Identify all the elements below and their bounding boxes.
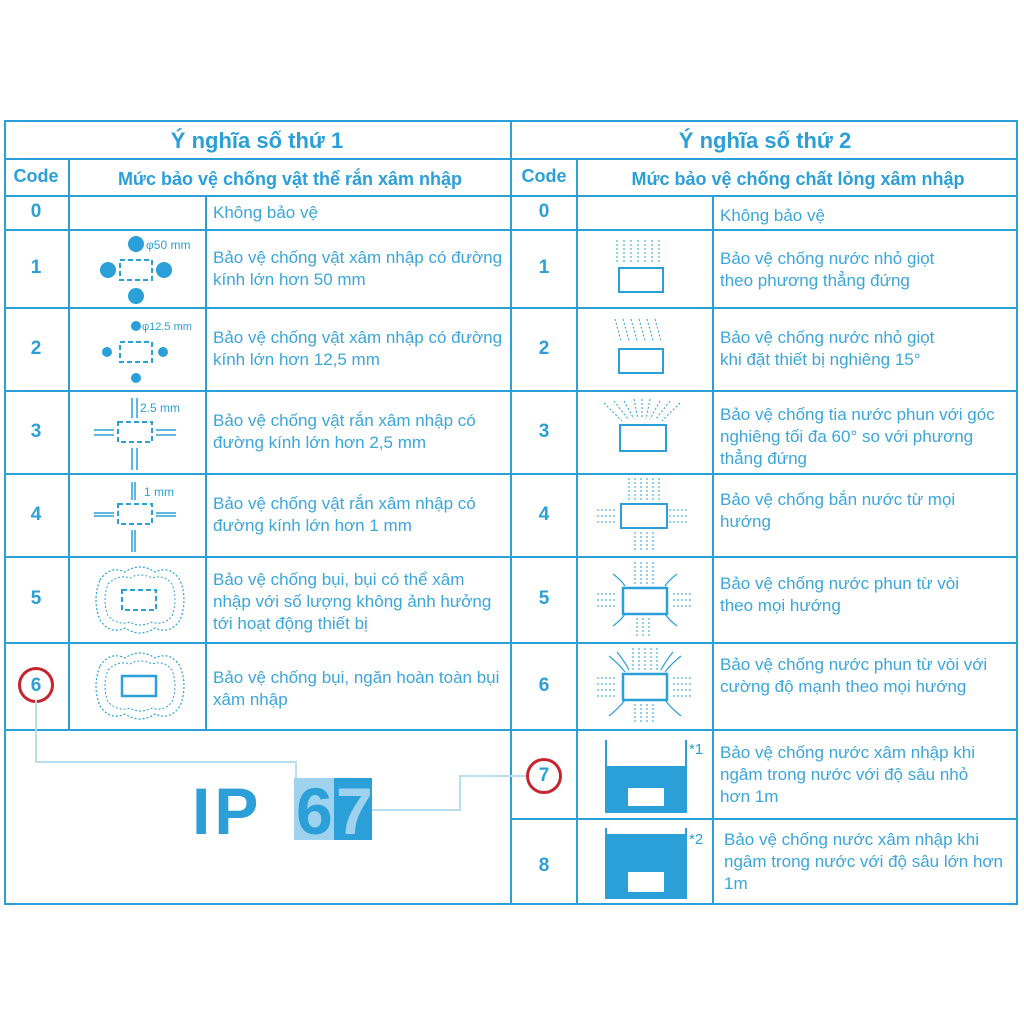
left-code-1: 1 — [30, 257, 42, 278]
divider — [576, 729, 578, 905]
wire-1mm-icon — [80, 478, 204, 556]
label-50mm: φ50 mm — [146, 238, 191, 252]
ip67-logo — [190, 778, 380, 844]
left-desc-4: Bảo vệ chống vật rắn xâm nhập có đường kính lớn hơn 1 mm — [213, 494, 476, 535]
right-desc-7: Bảo vệ chống nước xâm nhập khi ngâm trong nước với độ sâu nhỏ hơn 1m — [720, 743, 976, 806]
solid-50mm-icon — [80, 232, 204, 304]
right-desc-3: Bảo vệ chống tia nước phun với góc nghiêng tối đa 60° so với phương thẳng đứng — [720, 405, 995, 468]
left-desc-header: Mức bảo vệ chống vật thể rắn xâm nhập — [117, 169, 463, 189]
dust-protected-icon — [90, 560, 190, 640]
left-code-5: 5 — [30, 588, 42, 609]
right-desc-4: Bảo vệ chống bắn nước từ mọi hướng — [720, 490, 956, 531]
label-12-5mm: φ12.5 mm — [142, 321, 192, 333]
immersion-shallow-icon — [600, 738, 710, 816]
right-code-2: 2 — [538, 338, 550, 359]
right-code-3: 3 — [538, 421, 550, 442]
ip-digit-2: 7 — [336, 778, 373, 844]
left-code-header: Code — [13, 166, 59, 186]
divider — [712, 195, 714, 905]
solid-12-5mm-icon — [80, 312, 204, 388]
right-code-8: 8 — [538, 855, 550, 876]
left-desc-1: Bảo vệ chống vật xâm nhập có đường kính lớn hơn 50 mm — [213, 248, 503, 289]
right-desc-2: Bảo vệ chống nước nhỏ giọt khi đặt thiết bị nghiêng 15° — [720, 328, 935, 369]
splash-all-directions-icon — [595, 476, 691, 554]
right-code-4: 4 — [538, 504, 550, 525]
vertical-drip-icon — [605, 236, 675, 298]
right-code-0: 0 — [538, 201, 550, 222]
divider — [68, 158, 70, 730]
right-desc-6: Bảo vệ chống nước phun từ vòi với cường độ mạnh theo mọi hướng — [720, 655, 988, 696]
right-code-6: 6 — [538, 675, 550, 696]
right-title: Ý nghĩa số thứ 2 — [678, 128, 852, 153]
right-code-5: 5 — [538, 588, 550, 609]
left-desc-3: Bảo vệ chống vật rắn xâm nhập có đường kính lớn hơn 2,5 mm — [213, 411, 476, 452]
right-desc-0: Không bảo vệ — [720, 206, 825, 225]
right-code-7: 7 — [538, 765, 550, 786]
left-code-4: 4 — [30, 504, 42, 525]
left-code-6: 6 — [30, 675, 42, 696]
jet-all-directions-icon — [595, 560, 695, 640]
left-desc-5: Bảo vệ chống bụi, bụi có thể xâm nhập với số lượng không ảnh hưởng tới hoạt động thiết bị — [213, 570, 492, 633]
right-desc-header: Mức bảo vệ chống chất lỏng xâm nhập — [631, 169, 965, 189]
tilted-drip-icon — [605, 315, 675, 377]
immersion-deep-icon — [600, 824, 710, 902]
right-desc-8: Bảo vệ chống nước xâm nhập khi ngâm trong nước với độ sâu lớn hơn 1m — [724, 830, 1003, 893]
left-title: Ý nghĩa số thứ 1 — [170, 128, 344, 153]
right-desc-1: Bảo vệ chống nước nhỏ giọt theo phương thẳng đứng — [720, 249, 935, 290]
left-desc-0: Không bảo vệ — [213, 203, 318, 222]
note-2: *2 — [689, 831, 704, 848]
right-code-1: 1 — [538, 257, 550, 278]
divider — [576, 158, 578, 818]
left-code-3: 3 — [30, 421, 42, 442]
right-desc-5: Bảo vệ chống nước phun từ vòi theo mọi hướng — [720, 574, 959, 615]
ip-digit-1: 6 — [296, 778, 333, 844]
note-1: *1 — [689, 741, 704, 758]
left-code-0: 0 — [30, 201, 42, 222]
label-1mm: 1 mm — [144, 485, 174, 499]
spray-60deg-icon — [600, 397, 684, 459]
divider — [511, 818, 1018, 820]
ip-prefix: IP — [192, 778, 263, 844]
label-2-5mm: 2.5 mm — [140, 401, 181, 415]
divider — [205, 195, 207, 730]
left-desc-2: Bảo vệ chống vật xâm nhập có đường kính lớn hơn 12,5 mm — [213, 328, 503, 369]
left-desc-6: Bảo vệ chống bụi, ngăn hoàn toàn bụi xâm nhập — [213, 668, 500, 709]
wire-2-5mm-icon — [80, 394, 204, 472]
powerful-jet-icon — [595, 646, 695, 726]
right-code-header: Code — [521, 166, 567, 186]
left-code-2: 2 — [30, 338, 42, 359]
